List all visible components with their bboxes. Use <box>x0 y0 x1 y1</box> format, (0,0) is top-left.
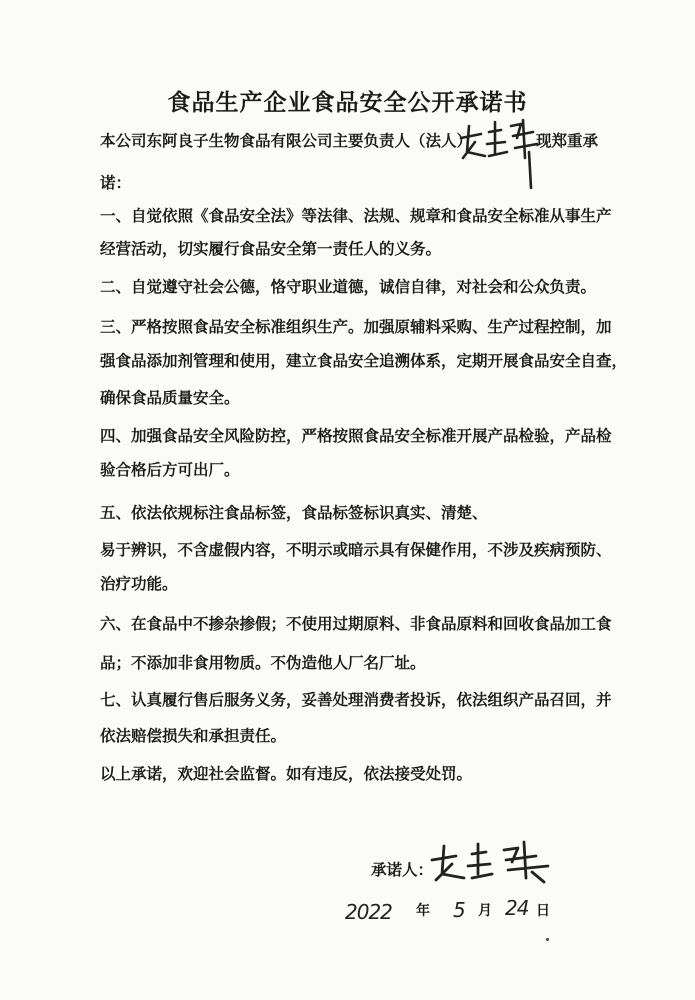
clause-3-line-1: 三、严格按照食品安全标准组织生产。加强原辅料采购、生产过程控制，加 <box>100 317 612 336</box>
handwritten-signature-signer <box>428 838 558 888</box>
clause-3-line-2: 强食品添加剂管理和使用，建立食品安全追溯体系，定期开展食品安全自查， <box>100 351 628 370</box>
document-title: 食品生产企业食品安全公开承诺书 <box>167 89 528 116</box>
date-year: 2022 <box>345 900 392 924</box>
intro-line-end: 现郑重承 <box>536 131 599 150</box>
clause-1-line-2: 经营活动，切实履行食品安全第一责任人的义务。 <box>100 239 442 258</box>
clause-4-line-2: 验合格后方可出厂。 <box>100 460 240 479</box>
clause-5-line-2: 易于辨识，不含虚假内容，不明示或暗示具有保健作用，不涉及疾病预防、 <box>100 540 612 559</box>
date-year-char: 年 <box>416 903 430 919</box>
clause-5-line-1: 五、依法依规标注食品标签，食品标签标识真实、清楚、 <box>100 503 488 522</box>
clause-2-line-1: 二、自觉遵守社会公德，恪守职业道德，诚信自律，对社会和公众负责。 <box>100 277 597 296</box>
intro-line-continued: 诺： <box>100 173 132 192</box>
signer-label: 承诺人： <box>371 860 434 879</box>
paper-speck <box>546 938 549 941</box>
clause-4-line-1: 四、加强食品安全风险防控，严格按照食品安全标准开展产品检验，产品检 <box>100 426 612 445</box>
clause-3-line-3: 确保食品质量安全。 <box>100 388 240 407</box>
clause-7-line-2: 依法赔偿损失和承担责任。 <box>100 726 287 745</box>
clause-1-line-1: 一、自觉依照《食品安全法》等法律、法规、规章和食品安全标准从事生产 <box>100 206 612 225</box>
handwritten-signature-intro <box>455 112 545 192</box>
closing-statement: 以上承诺，欢迎社会监督。如有违反，依法接受处罚。 <box>100 764 473 783</box>
clause-6-line-2: 品；不添加非食用物质。不伪造他人厂名厂址。 <box>100 653 426 672</box>
clause-7-line-1: 七、认真履行售后服务义务，妥善处理消费者投诉，依法组织产品召回，并 <box>100 690 612 709</box>
intro-line: 本公司东阿良子生物食品有限公司主要负责人（法人） <box>100 131 473 150</box>
date-day: 24 <box>505 896 529 920</box>
date-month-char: 月 <box>478 903 492 919</box>
date-month: 5 <box>453 898 465 922</box>
date-day-char: 日 <box>536 903 550 919</box>
clause-6-line-1: 六、在食品中不掺杂掺假；不使用过期原料、非食品原料和回收食品加工食 <box>100 614 612 633</box>
clause-5-line-3: 治疗功能。 <box>100 574 178 593</box>
